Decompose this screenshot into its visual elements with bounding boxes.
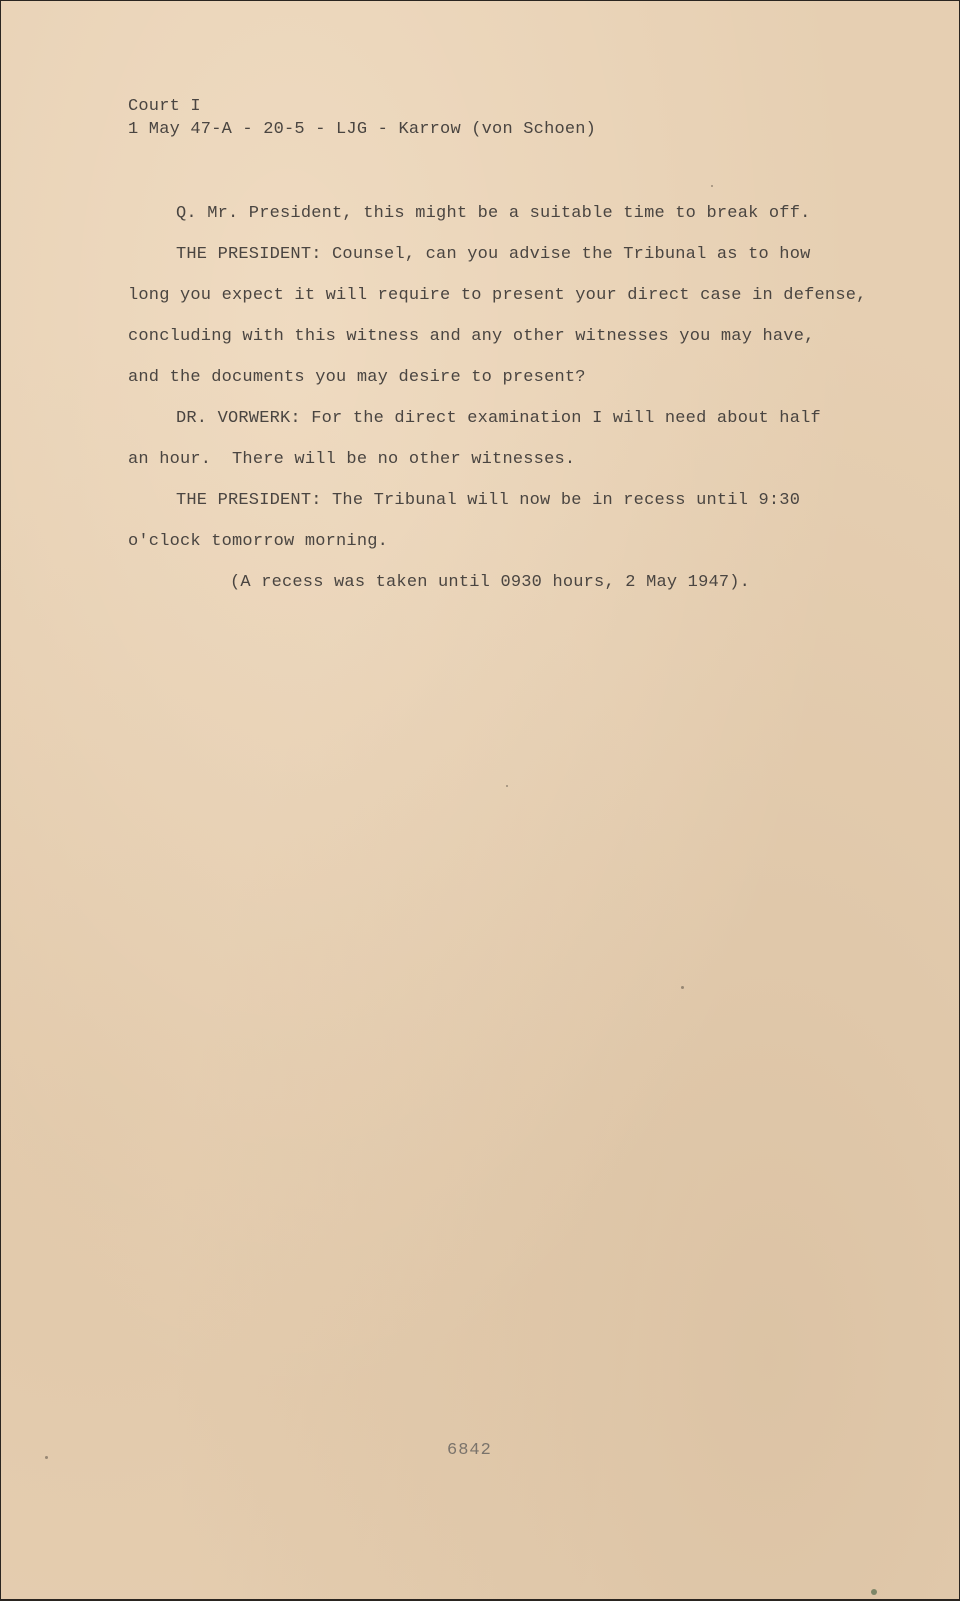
paper-speck <box>871 1589 877 1595</box>
transcript-line: DR. VORWERK: For the direct examination I will need about half <box>176 409 821 428</box>
transcript-line: long you expect it will require to present your direct case in defense, <box>128 286 867 305</box>
transcript-page <box>1 1 959 1599</box>
paper-speck <box>506 785 508 787</box>
paper-speck <box>711 185 713 187</box>
transcript-line: o'clock tomorrow morning. <box>128 532 389 551</box>
session-header: 1 May 47-A - 20-5 - LJG - Karrow (von Schoen) <box>128 120 597 139</box>
paper-speck <box>45 1456 48 1459</box>
paper-speck <box>681 986 684 989</box>
page-number: 6842 <box>447 1441 492 1460</box>
transcript-line: Q. Mr. President, this might be a suitable time to break off. <box>176 204 811 223</box>
court-header: Court I <box>128 97 201 116</box>
transcript-line: THE PRESIDENT: Counsel, can you advise the Tribunal as to how <box>176 245 811 264</box>
transcript-line: concluding with this witness and any other witnesses you may have, <box>128 327 815 346</box>
transcript-line: THE PRESIDENT: The Tribunal will now be in recess until 9:30 <box>176 491 801 510</box>
transcript-line: an hour. There will be no other witnesses. <box>128 450 576 469</box>
transcript-line: and the documents you may desire to present? <box>128 368 586 387</box>
recess-note: (A recess was taken until 0930 hours, 2 May 1947). <box>230 573 751 592</box>
